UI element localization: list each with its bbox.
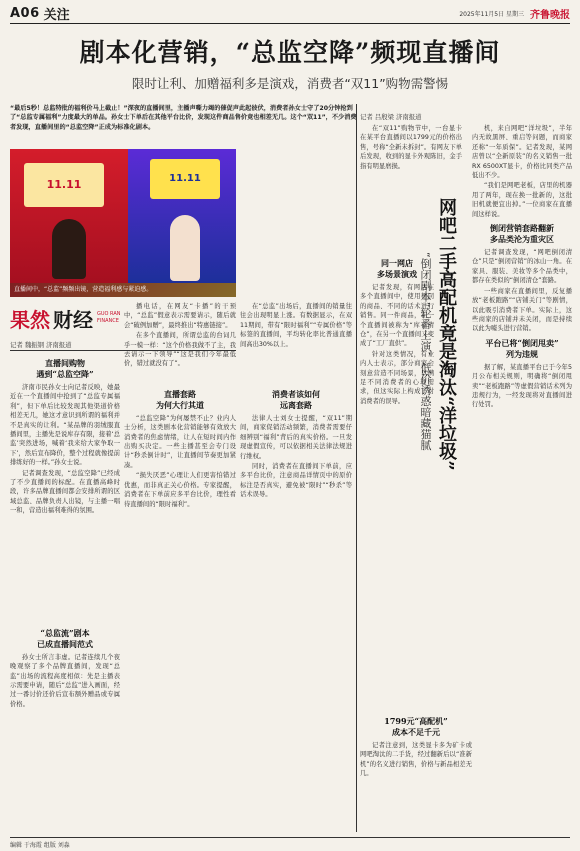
paragraph: 针对这类情况，有业内人士表示，部分商家会刻意营造不同场景，以满足不同消费者的心理需求，但这实际上构成了对消费者的误导。	[360, 350, 434, 405]
logo-english: GUO RAN FINANCE	[97, 311, 121, 324]
article-column-3	[240, 302, 352, 832]
byline-left: 记者 魏振钢 济南报道	[10, 341, 72, 349]
column-heading: 1799元“高配机” 成本不足千元	[384, 716, 448, 737]
photo-person-right	[170, 215, 200, 281]
article-column-2	[124, 302, 236, 832]
headline: 剧本化营销，“总监空降”频现直播间	[79, 38, 501, 67]
paragraph: 机，来自网吧“洋垃圾”，半年内无故黑屏、重启等问题，而商家还称“一年质保”。记者发现，某网店曾以“全新原装”的名义销售一批RX 6500XT显卡，价格比同类产品低出不少。	[472, 125, 572, 180]
livestream-photo	[10, 149, 236, 297]
paragraph: 记者发现，有网店在多个直播间中，使用相同的商品、不同的话术进行销售。同一件商品，在一个直播间被称为“库存清仓”，在另一个直播间又变成了“工厂直供”。	[360, 284, 434, 348]
photo-caption: 直播间中，“总监”频频出镜，营造福利感与紧迫感。	[10, 283, 236, 297]
photo-person-left	[52, 219, 86, 279]
newspaper-brand: 齐鲁晚报	[530, 10, 570, 21]
column-heading: 平台已将“倒闭甩卖” 列为违规	[485, 337, 559, 359]
page-number: A06	[10, 6, 40, 21]
article-column-5	[360, 716, 472, 832]
lead-paragraph: “最后5秒！总监特批的福利价马上截止！”深夜的直播间里，主播声嘶力竭的催促声此起彼伏，消费者孙女士守了20分钟抢到了“总监专属福利”力度最大的单品。孙女士下单后在其他平台比价，发现这件商品售价竟也相差无几。这个“双11”，不少消费者发现，直播间里的“总监空降”正成为标准化剧本。	[10, 105, 357, 131]
byline-right: 记者 吕殷梁 济南报道	[360, 113, 422, 121]
paragraph: 在“总监”出场后，直播间的销量往往会出现明显上涨。有数据显示，在双11期间，带有“限时福利”“专属价格”等标签的直播间，平均转化率比普通直播间高出30%以上。	[240, 303, 352, 348]
article-column-1	[10, 354, 120, 832]
paragraph: 据了解，某直播平台已于今年5月公布相关规则，明确将“倒闭甩卖”“老板跑路”等虚假营销话术列为违规行为，一经发现将对直播间进行处罚。	[472, 363, 572, 409]
logo-text-red: 果然	[10, 307, 50, 332]
paragraph: 记者调查发现，“网吧倒闭清仓”只是“倒闭营销”的冰山一角。在家具、服装、美妆等多个品类中，都存在类似的“倒闭清仓”套路。	[472, 249, 572, 285]
column-heading: “总监流”剧本 已成直播间范式	[37, 627, 93, 649]
paragraph: 济南市民孙女士向记者反映，她最近在一个直播间中抢到了“总监专属福利”，但下单后比较发现其他渠道价格相差无几，她这才意识到所谓的福利并不是真实的让利。“某品牌的羽绒服直播间里，主播先是说库存有限，接着‘总监’突然进场，喊着‘我来给大家争取一下’，然后宣布降价，整个过程就像提前排练好的一样。”孙女士说。	[10, 384, 120, 467]
subheadline: 限时让利、加赠福利多是演戏，消费者“双11”购物需警惕	[131, 76, 449, 91]
paragraph: 法律人士刘女士提醒，“双11”期间，商家促销活动频繁，消费者需要仔细辨别“福利”背后的真实价格。一旦发现虚假宣传，可以依据相关法律法规进行维权。	[240, 415, 352, 460]
vertical-subtitle-box	[418, 252, 432, 582]
issue-date: 2025年11月5日 星期三	[459, 11, 524, 18]
vertical-title: 网吧二手高配机竟是淘汰“洋垃圾”	[436, 198, 457, 471]
paragraph: 记者注意到，这类显卡多为矿卡或网吧淘汰的二手货，经过翻新后以“准新机”的名义进行销售，价格与新品相差无几。	[360, 742, 472, 778]
paragraph: “总监空降”为何屡禁不止？业内人士分析，这类剧本化营销能够有效放大消费者的焦虑情绪，让人在短时间内作出购买决定。一些主播甚至会专门设计“秒杀倒计时”，让直播间节奏更加紧凑。	[124, 414, 236, 469]
paragraph: 在“双11”购物节中，一台显卡在某平台直播间以1799元的价格出售，号称“全新未拆封”。有网友下单后发现，收到的显卡外观陈旧，金手指有明显磨损。	[360, 125, 462, 170]
vertical-headline	[436, 198, 470, 518]
column-heading: 直播套路 为何大行其道	[156, 388, 204, 410]
paragraph: “我们是网吧老板，店里的机器用了两年，现在换一批新的，这批旧机就便宜出掉。”一位商家在直播间这样说。	[472, 182, 572, 218]
paragraph: 播电话，在网友“卡播”的干预中，“总监”假意表示需要请示，随后就会“破例加赠”，最终推出“特惠链接”。	[124, 303, 236, 329]
column-heading: 倒闭营销套路翻新 多品类沦为重灾区	[490, 223, 554, 245]
paragraph: 一些商家在直播间里，反复播放“老板跑路”“店铺关门”等剧情，以此吸引消费者下单。实际上，这些商家的店铺并未关闭，而是持续以此为噱头进行营销。	[472, 287, 572, 333]
article-column-6	[472, 124, 572, 832]
paragraph: “损失厌恶”心理让人们更害怕错过优惠，而非真正关心价格。专家提醒，消费者在下单前应多平台比价，理性看待直播间的“限时福利”。	[124, 472, 236, 508]
paragraph: 同时，消费者在直播间下单前，应多平台比价，注意商品详情页中的原价标注是否真实，避免被“限时”“秒杀”等话术误导。	[240, 463, 352, 499]
paragraph: 在多个直播间，所谓总监的台词几乎一模一样：“这个价格我做不了主，我去请示一下领导”“这是我们今年最低价，错过就没有了”。	[124, 332, 236, 368]
page-header	[10, 4, 570, 24]
vertical-subtitle: “倒闭剧本”轮番上演，低价诱惑暗藏猫腻	[419, 252, 432, 451]
column-divider	[356, 104, 357, 832]
column-heading: 同一网店 多场景演戏	[377, 258, 417, 279]
paragraph: 孙女士所言非虚。记者连续几个夜晚观察了多个品牌直播间，发现“总监”出场的流程高度相似：先是主播表示需要申请，随后“总监”进入画面，经过一番讨价还价后宣布额外赠品或专属价格。	[10, 653, 120, 708]
page-footer: 编辑 于海霞 组版 刘淼	[10, 837, 570, 849]
column-heading: 消费者该如何 远离套路	[272, 389, 320, 411]
photo-sign-left: 11.11	[24, 163, 104, 207]
photo-sign-right: 11.11	[150, 159, 220, 199]
paragraph: 记者调查发现，“总监空降”已经成了不少直播间的标配。在直播高峰时段，许多品牌直播间都会安排所谓的区域总监、品牌负责人出镜，与主播一唱一和，营造出福利难得的氛围。	[10, 469, 120, 515]
column-heading: 直播间购物 遇到“总监空降”	[36, 358, 94, 379]
section-title: 关注	[43, 8, 70, 23]
logo-text-black: 财经	[53, 307, 93, 332]
